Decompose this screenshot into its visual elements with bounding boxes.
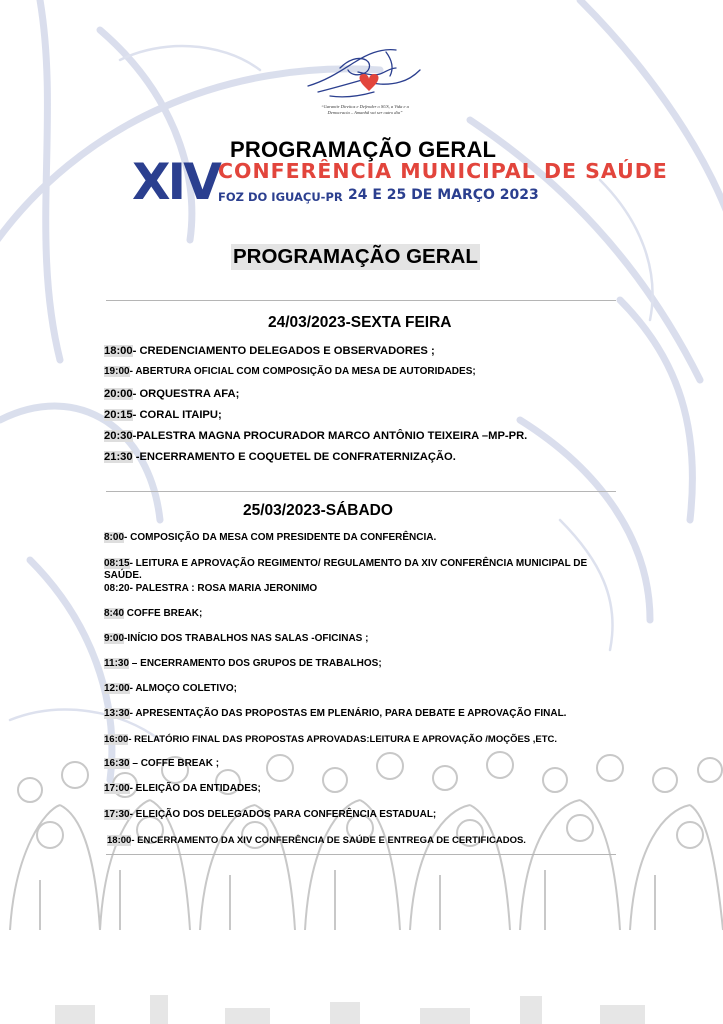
day2-item <box>104 708 566 719</box>
conference-banner <box>132 152 668 212</box>
item-text: -PALESTRA MAGNA PROCURADOR MARCO ANTÔNIO TEIXEIRA –MP-PR. <box>132 430 528 442</box>
item-text: - ALMOÇO COLETIVO; <box>129 683 237 694</box>
item-text: – ENCERRAMENTO DOS GRUPOS DE TRABALHOS; <box>129 658 382 669</box>
day2-item <box>104 683 237 694</box>
day1-item <box>104 388 239 400</box>
item-text: - COMPOSIÇÃO DA MESA COM PRESIDENTE DA CONFERÊNCIA. <box>124 532 437 543</box>
item-time: 8:00 <box>104 532 125 543</box>
item-time: 17:00 <box>104 783 130 794</box>
item-text: - CREDENCIAMENTO DELEGADOS E OBSERVADORES ; <box>132 345 435 357</box>
item-time: 11:30 <box>104 658 130 669</box>
item-time: 20:30 <box>104 430 133 442</box>
divider <box>106 491 616 492</box>
banner-conference-name: CONFERÊNCIA MUNICIPAL DE SAÚDE <box>218 159 668 183</box>
day2-title: 25/03/2023-SÁBADO <box>243 502 393 519</box>
item-text: - ORQUESTRA AFA; <box>132 388 240 400</box>
day2-item <box>104 608 202 619</box>
day2-item <box>104 658 382 669</box>
day1-item <box>104 451 456 463</box>
day2-item <box>104 783 261 794</box>
main-title: PROGRAMAÇÃO GERAL <box>233 245 478 268</box>
day2-item <box>104 583 317 594</box>
banner-city: FOZ DO IGUAÇU-PR <box>218 190 343 204</box>
item-text: COFFE BREAK; <box>124 608 203 619</box>
item-time: 13:30 <box>104 708 130 719</box>
item-text: - ENCERRAMENTO DA XIV CONFERÊNCIA DE SAÚDE E ENTREGA DE CERTIFICADOS. <box>131 835 526 846</box>
day2-item <box>104 558 624 582</box>
day2-item <box>107 835 526 846</box>
item-time: 12:00 <box>104 683 130 694</box>
item-time: 08:20 <box>104 583 130 594</box>
item-text: - CORAL ITAIPU; <box>132 409 222 421</box>
item-text: -ENCERRAMENTO E COQUETEL DE CONFRATERNIZAÇÃO. <box>132 451 456 463</box>
item-time: 16:00 <box>104 734 129 745</box>
day2-item <box>104 758 219 769</box>
item-time: 19:00 <box>104 366 130 377</box>
item-time: 21:30 <box>104 451 133 463</box>
item-time: 20:00 <box>104 388 133 400</box>
day2-item <box>104 809 436 820</box>
day2-item <box>104 532 436 543</box>
divider <box>106 300 616 301</box>
banner-number: XIV <box>132 153 219 211</box>
divider <box>106 854 616 855</box>
item-text: - LEITURA E APROVAÇÃO REGIMENTO/ REGULAMENTO DA XIV CONFERÊNCIA MUNICIPAL DE SAÚDE. <box>104 558 588 581</box>
item-text: -INÍCIO DOS TRABALHOS NAS SALAS -OFICINAS ; <box>124 633 369 644</box>
day1-title: 24/03/2023-SEXTA FEIRA <box>268 314 452 331</box>
item-text: - ABERTURA OFICIAL COM COMPOSIÇÃO DA MESA DE AUTORIDADES; <box>129 366 476 377</box>
item-time: 9:00 <box>104 633 125 644</box>
day1-item <box>104 345 435 357</box>
item-time: 8:40 <box>104 608 125 619</box>
item-time: 16:30 <box>104 758 130 769</box>
day1-item <box>104 366 476 377</box>
item-time: 20:15 <box>104 409 133 421</box>
day2-item <box>104 633 368 644</box>
day2-item <box>104 734 557 745</box>
item-text: - ELEIÇÃO DOS DELEGADOS PARA CONFERÊNCIA ESTADUAL; <box>129 809 437 820</box>
item-time: 08:15 <box>104 558 130 569</box>
day1-item <box>104 430 527 442</box>
item-text: - RELATÓRIO FINAL DAS PROPOSTAS APROVADAS:LEITURA E APROVAÇÃO /MOÇÕES ,ETC. <box>128 734 558 745</box>
item-text: - PALESTRA : ROSA MARIA JERONIMO <box>129 583 318 594</box>
top-title: PROGRAMAÇÃO GERAL <box>230 137 497 162</box>
banner-dates: 24 E 25 DE MARÇO 2023 <box>348 187 539 203</box>
item-time: 18:00 <box>104 345 133 357</box>
day1-item <box>104 409 222 421</box>
slogan: “Garantir Direitos e Defender o SUS, a Vida e a Democracia – Amanhã vai ser outro dia” <box>321 104 409 115</box>
item-time: 18:00 <box>107 835 132 846</box>
item-time: 17:30 <box>104 809 130 820</box>
item-text: - ELEIÇÃO DA ENTIDADES; <box>129 783 261 794</box>
item-text: – COFFE BREAK ; <box>129 758 220 769</box>
item-text: - APRESENTAÇÃO DAS PROPOSTAS EM PLENÁRIO, PARA DEBATE E APROVAÇÃO FINAL. <box>129 708 567 719</box>
